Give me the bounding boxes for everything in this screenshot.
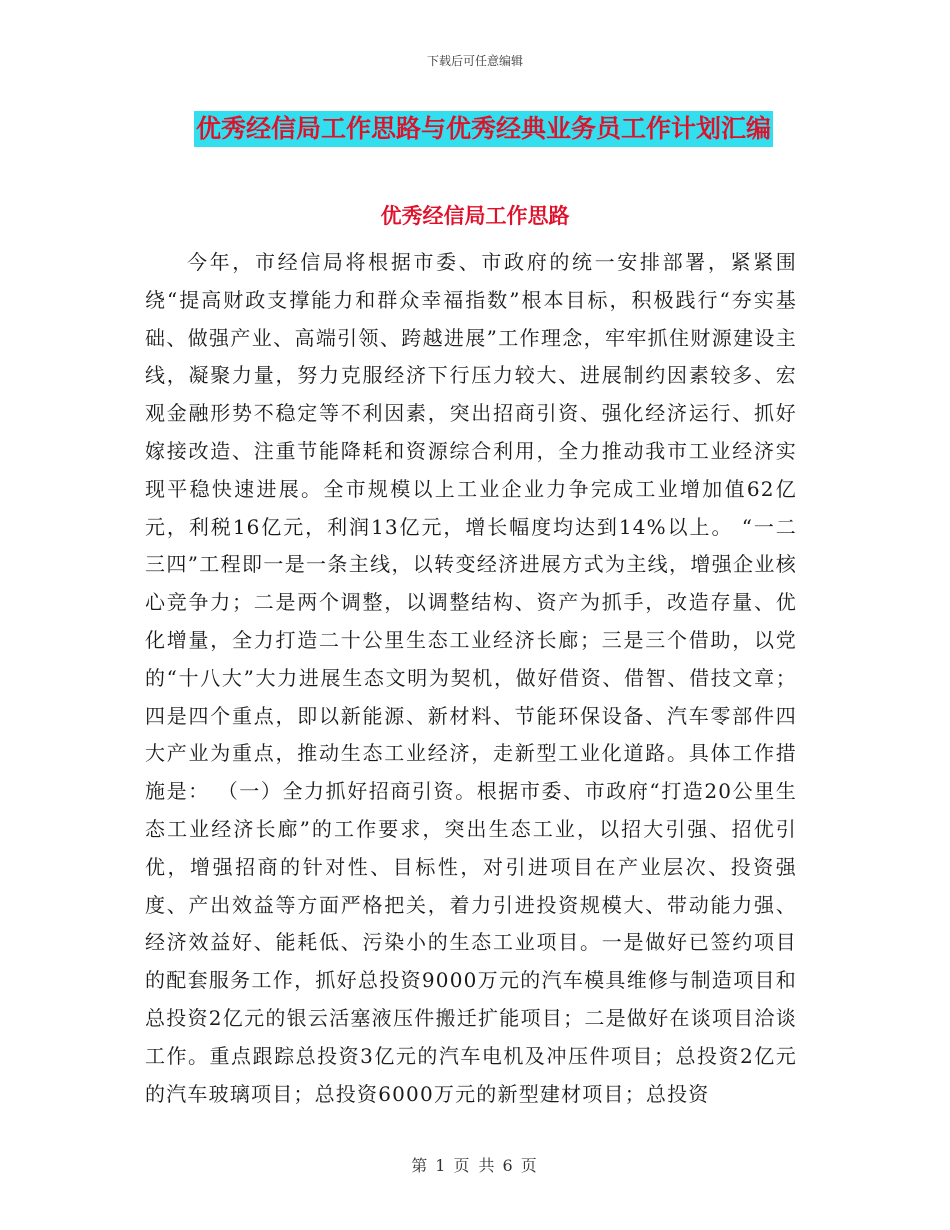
page-label-suffix: 页 (520, 1156, 539, 1175)
header-note: 下载后可任意编辑 (426, 54, 523, 68)
section-title: 优秀经信局工作思路 (380, 204, 570, 228)
page-label-mid: 页 共 (453, 1156, 497, 1175)
page-total-number: 6 (502, 1156, 515, 1175)
page-footer (0, 1153, 950, 1176)
page-label-prefix: 第 (411, 1156, 430, 1175)
body-paragraph: 今年，市经信局将根据市委、市政府的统一安排部署，紧紧围绕“提高财政支撑能力和群众幸福指数”根本目标，积极践行“夯实基础、做强产业、高端引领、跨越进展”工作理念，牢牢抓住财源建设主线，凝聚力量，努力克服经济下行压力较大、进展制约因素较多、宏观金融形势不稳定等不利因素，突出招商引资、强化经济运行、抓好嫁接改造、注重节能降耗和资源综合利用，全力推动我市工业经济实现平稳快速进展。全市规模以上工业企业力争完成工业增加值62亿元，利税16亿元，利润13亿元，增长幅度均达到14%以上。 “一二三四”工程即一是一条主线，以转变经济进展方式为主线，增强企业核心竞争力；二是两个调整，以调整结构、资产为抓手，改造存量、优化增量，全力打造二十公里生态工业经济长廊；三是三个借助，以党的“十八大”大力进展生态文明为契机，做好借资、借智、借技文章；四是四个重点，即以新能源、新材料、节能环保设备、汽车零部件四大产业为重点，推动生态工业经济，走新型工业化道路。具体工作措施是： （一）全力抓好招商引资。根据市委、市政府“打造20公里生态工业经济长廊”的工作要求，突出生态工业，以招大引强、招优引优，增强招商的针对性、目标性，对引进项目在产业层次、投资强度、产出效益等方面严格把关，着力引进投资规模大、带动能力强、经济效益好、能耗低、污染小的生态工业项目。一是做好已签约项目的配套服务工作，抓好总投资9000万元的汽车模具维修与制造项目和总投资2亿元的银云活塞液压件搬迁扩能项目；二是做好在谈项目洽谈工作。重点跟踪总投资3亿元的汽车电机及冲压件项目；总投资2亿元的汽车玻璃项目；总投资6000万元的新型建材项目；总投资 (145, 250, 797, 1106)
page-current-number: 1 (435, 1156, 448, 1175)
document-title: 优秀经信局工作思路与优秀经典业务员工作计划汇编 (194, 111, 773, 147)
